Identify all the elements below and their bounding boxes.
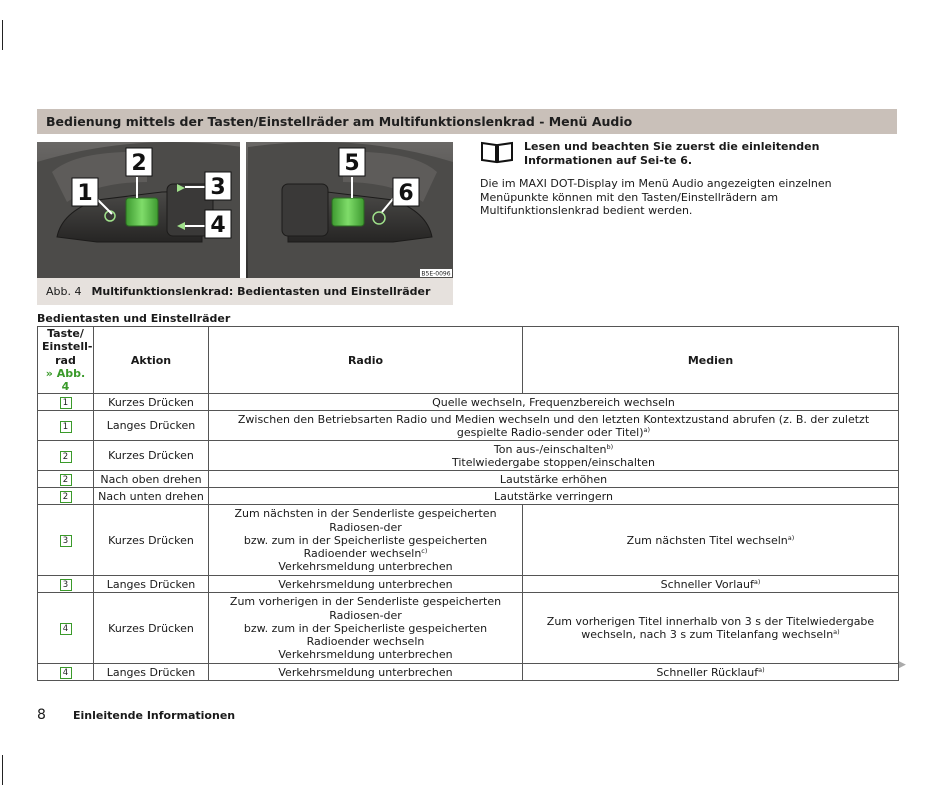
note-body-text: Die im MAXI DOT-Display im Menü Audio angezeigten einzelnen Menüpunkte können mit den Tasten/Einstellrädern am Multifunktionslenkrad bedient werden. (480, 177, 832, 217)
key-badge: 2 (60, 474, 72, 486)
header-aktion: Aktion (94, 327, 209, 394)
table-row (38, 441, 899, 471)
table-row (38, 505, 899, 576)
function-cell: Lautstärke erhöhen (209, 471, 899, 488)
table-row (38, 488, 899, 505)
figure-caption-text: Multifunktionslenkrad: Bedientasten und Einstellräder (91, 285, 431, 298)
controls-table (37, 326, 899, 681)
table-row (38, 664, 899, 681)
action-cell: Langes Drücken (94, 411, 209, 441)
key-badge: 2 (60, 451, 72, 463)
section-title: Bedienung mittels der Tasten/Einstellräder am Multifunktionslenkrad - Menü Audio (46, 114, 633, 129)
medien-cell: Schneller Vorlauf$^{a)}$ (523, 576, 899, 593)
continue-arrow-icon: ▶ (899, 660, 906, 670)
section-header (37, 109, 897, 134)
intro-note (480, 140, 900, 218)
footer-section: Einleitende Informationen (73, 709, 236, 722)
medien-cell: Zum nächsten Titel wechseln$^{a)}$ (523, 505, 899, 576)
radio-cell: Verkehrsmeldung unterbrechen (209, 576, 523, 593)
key-badge: 1 (60, 421, 72, 433)
table-row (38, 471, 899, 488)
action-cell: Nach unten drehen (94, 488, 209, 505)
table-row (38, 593, 899, 664)
book-icon (480, 140, 514, 164)
key-badge: 2 (60, 491, 72, 503)
callout-4: 4 (210, 213, 226, 238)
table-row (38, 411, 899, 441)
figure-caption (37, 278, 453, 305)
image-code: B5E-0096 (421, 270, 451, 278)
header-taste: Taste/ Einstell-rad » Abb. 4 (38, 327, 94, 394)
table-row (38, 394, 899, 411)
key-badge: 4 (60, 667, 72, 679)
action-cell: Kurzes Drücken (94, 593, 209, 664)
function-cell: Zwischen den Betriebsarten Radio und Medien wechseln und den letzten Kontextzustand abrufen (z. B. der zuletzt gespielte Radio-sender oder Titel)$^{a)}$ (209, 411, 899, 441)
callout-6: 6 (398, 181, 414, 206)
header-radio: Radio (209, 327, 523, 394)
steering-wheel-figure (37, 142, 453, 278)
steering-wheel-illustration (37, 142, 453, 278)
action-cell: Kurzes Drücken (94, 441, 209, 471)
function-cell: Lautstärke verringern (209, 488, 899, 505)
radio-cell: Zum nächsten in der Senderliste gespeicherten Radiosen-der bzw. zum in der Speicherliste gespeicherten Radioender wechseln$^{c)}$ Verkehrsmeldung unterbrechen (209, 505, 523, 576)
callout-2: 2 (131, 151, 147, 176)
radio-cell: Verkehrsmeldung unterbrechen (209, 664, 523, 681)
action-cell: Langes Drücken (94, 664, 209, 681)
action-cell: Kurzes Drücken (94, 394, 209, 411)
crop-mark-bottom (2, 755, 3, 785)
action-cell: Nach oben drehen (94, 471, 209, 488)
table-title: Bedientasten und Einstellräder (37, 312, 231, 325)
callout-3: 3 (210, 175, 226, 200)
key-badge: 3 (60, 579, 72, 591)
callout-1: 1 (77, 181, 93, 206)
function-cell: Ton aus-/einschalten$^{b)}$ Titelwiedergabe stoppen/einschalten (209, 441, 899, 471)
page-number: 8 (37, 707, 46, 723)
medien-cell: Zum vorherigen Titel innerhalb von 3 s der Titelwiedergabe wechseln, nach 3 s zum Titelanfang wechseln$^{a)}$ (523, 593, 899, 664)
header-taste-ref: » Abb. 4 (45, 366, 86, 394)
radio-cell: Zum vorherigen in der Senderliste gespeicherten Radiosen-der bzw. zum in der Speicherliste gespeicherten Radioender wechseln Verkehrsmeldung unterbrechen (209, 593, 523, 664)
table-header-row (38, 327, 899, 394)
medien-cell: Schneller Rücklauf$^{a)}$ (523, 664, 899, 681)
key-badge: 1 (60, 397, 72, 409)
action-cell: Kurzes Drücken (94, 505, 209, 576)
note-bold-text: Lesen und beachten Sie zuerst die einleitenden Informationen auf Sei-te 6. (524, 140, 820, 167)
crop-mark-top (2, 20, 3, 50)
figure-caption-label: Abb. 4 (46, 285, 82, 298)
callout-5: 5 (344, 151, 360, 176)
table-row (38, 576, 899, 593)
key-badge: 3 (60, 535, 72, 547)
key-badge: 4 (60, 623, 72, 635)
function-cell: Quelle wechseln, Frequenzbereich wechseln (209, 394, 899, 411)
header-medien: Medien (523, 327, 899, 394)
action-cell: Langes Drücken (94, 576, 209, 593)
